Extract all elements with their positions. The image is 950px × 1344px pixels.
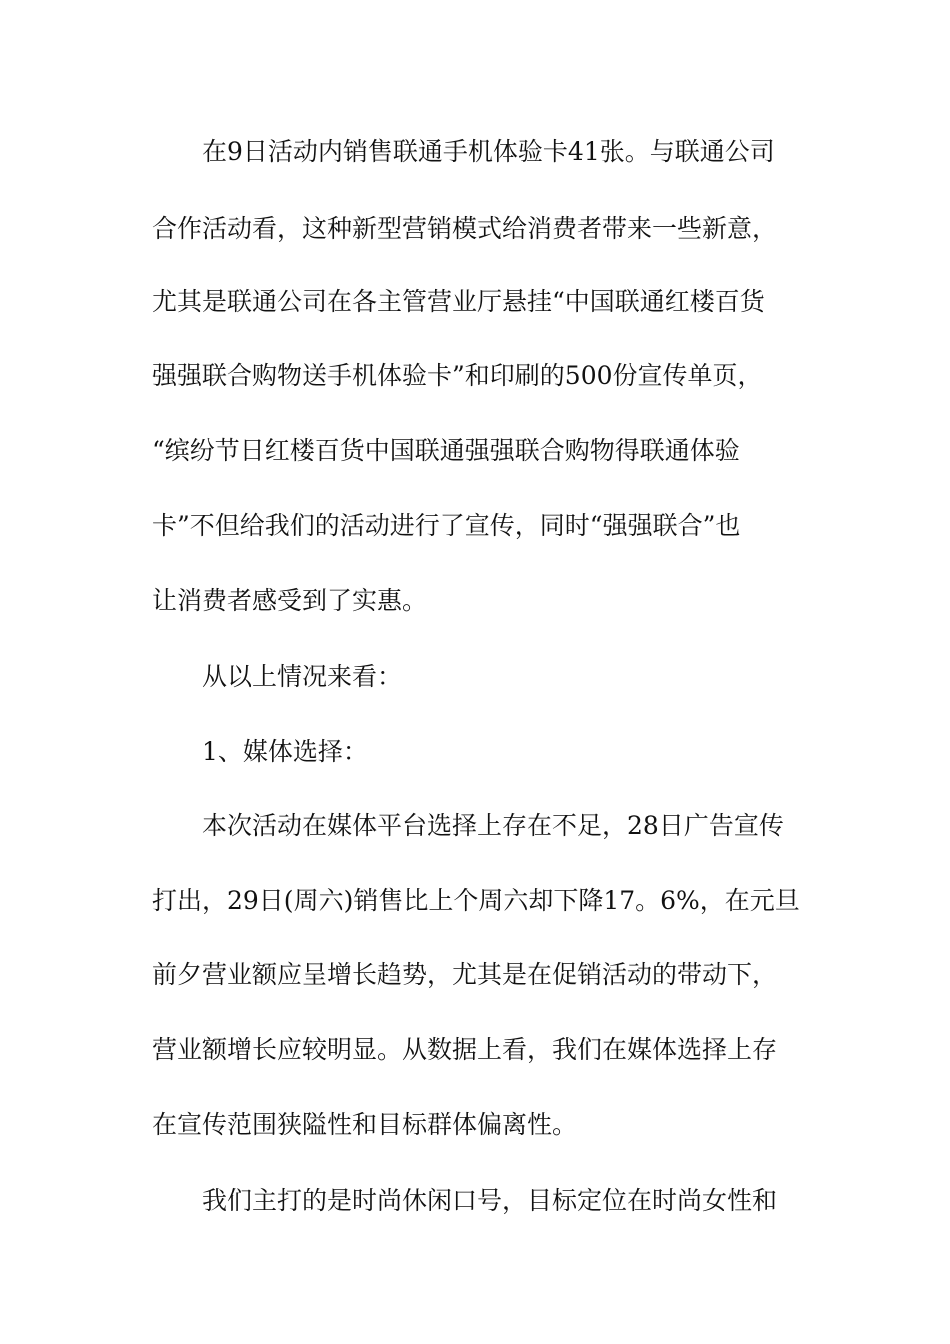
text-line-4: 强强联合购物送手机体验卡”和印刷的500份宣传单页， bbox=[152, 361, 763, 390]
text-line-3: 尤其是联通公司在各主管营业厅悬挂“中国联通红楼百货 bbox=[152, 287, 765, 316]
text-line-5: “缤纷节日红楼百货中国联通强强联合购物得联通体验 bbox=[152, 436, 740, 465]
text-line-13: 营业额增长应较明显。从数据上看，我们在媒体选择上存 bbox=[152, 1035, 778, 1064]
text-line-2: 合作活动看，这种新型营销模式给消费者带来一些新意， bbox=[152, 214, 778, 243]
text-line-15: 我们主打的是时尚休闲口号，目标定位在时尚女性和 bbox=[202, 1186, 778, 1215]
text-line-7: 让消费者感受到了实惠。 bbox=[152, 586, 428, 615]
text-line-11: 打出，29日(周六)销售比上个周六却下降17。6%，在元旦 bbox=[152, 886, 800, 915]
text-line-9: 1、媒体选择： bbox=[202, 737, 368, 766]
text-line-10: 本次活动在媒体平台选择上存在不足，28日广告宣传 bbox=[202, 811, 784, 840]
text-line-14: 在宣传范围狭隘性和目标群体偏离性。 bbox=[152, 1110, 578, 1139]
text-line-6: 卡”不但给我们的活动进行了宣传，同时“强强联合”也 bbox=[152, 511, 741, 540]
text-line-8: 从以上情况来看： bbox=[202, 662, 403, 691]
text-line-12: 前夕营业额应呈增长趋势，尤其是在促销活动的带动下， bbox=[152, 960, 778, 989]
text-line-1: 在9日活动内销售联通手机体验卡41张。与联通公司 bbox=[202, 137, 775, 166]
